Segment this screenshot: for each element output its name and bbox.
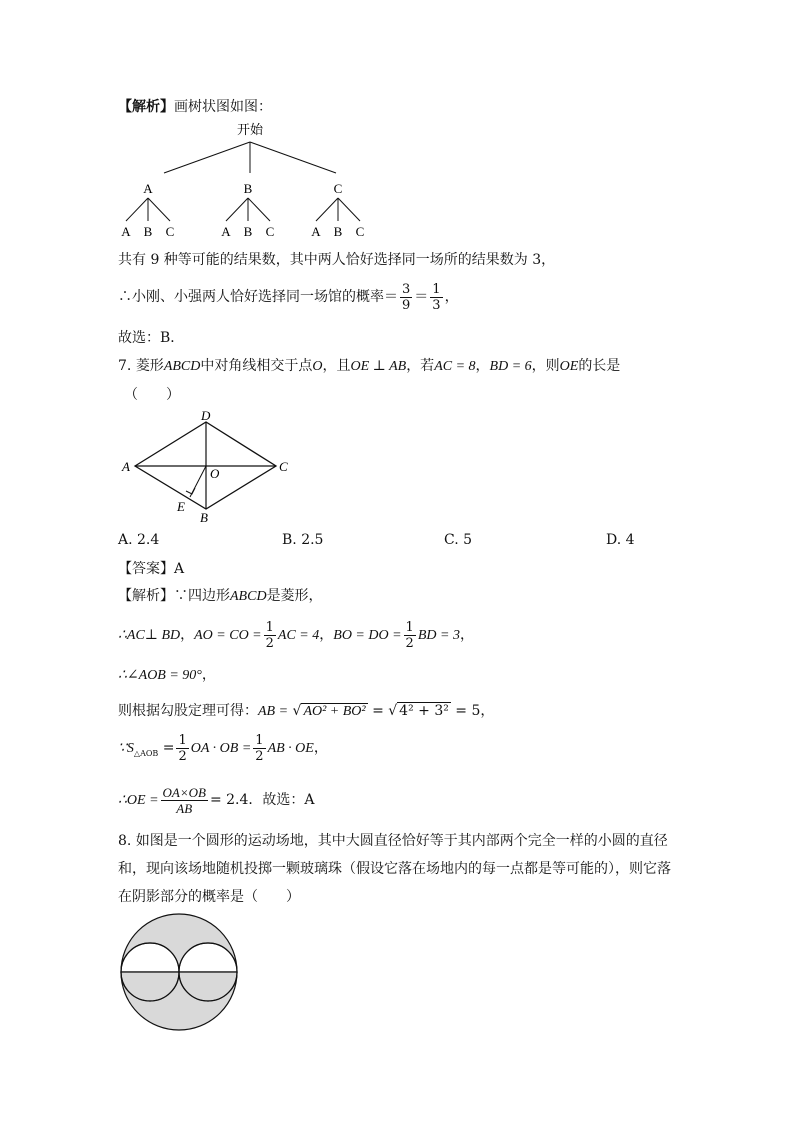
tree-diagram	[110, 118, 390, 244]
question-number: 7.	[118, 358, 132, 374]
tree-leaf: A	[311, 224, 321, 239]
solution-7-line2: ∴AC⊥ BD，AO = CO = $\frac{1}{2}$ AC = 4，BO = DO = $\frac{1}{2}$ BD = 3，	[118, 619, 474, 651]
tree-leaf: A	[121, 224, 131, 239]
solution-6-choice: 故选：B．	[118, 330, 185, 346]
label-a: A	[122, 459, 130, 474]
option-d: D. 4	[606, 532, 635, 548]
tree-level1-c: C	[333, 181, 343, 196]
question-8-line2: 和，现向该场地随机投掷一颗玻璃珠（假设它落在场地内的每一点都是等可能的），则它落	[118, 861, 671, 877]
question-8-line3: 在阴影部分的概率是（ ）	[118, 889, 300, 905]
tree-level1-b: B	[243, 181, 253, 196]
circle-field-figure	[117, 910, 241, 1034]
analysis-label: 【解析】	[118, 99, 174, 115]
solution-6-line2: ∴小刚、小强两人恰好选择同一场馆的概率＝ $\frac{3}{9}$ ＝ $\frac{1}{3}$ ，	[118, 281, 459, 313]
solution-7-line6: ∴OE = $\frac{OA\times OB}{AB}$ = 2.4．故选：A	[118, 784, 315, 816]
question-7-stem: 7. 菱形ABCD中对角线相交于点O，且OE ⊥ AB，若AC = 8，BD = 6，则OE的长是	[118, 358, 621, 374]
fraction-half: $\frac{1}{2}$	[255, 732, 264, 764]
label-d: D	[201, 408, 211, 423]
fraction-half: $\frac{1}{2}$	[265, 619, 274, 651]
solution-7-line3: ∴∠AOB = 90°，	[118, 667, 216, 683]
solution-7-line4: 则根据勾股定理可得：AB = √ AO² + BO² = √ 4² + 3² = 5，	[118, 703, 495, 719]
solution-7-line1: 【解析】∵四边形ABCD是菱形，	[118, 588, 323, 604]
tree-leaf: C	[165, 224, 175, 239]
fraction-1-3: $\frac{1}{3}$	[432, 281, 441, 313]
fraction-half: $\frac{1}{2}$	[405, 619, 414, 651]
label-c: C	[279, 459, 288, 474]
label-o: O	[210, 466, 220, 481]
label-b: B	[200, 510, 208, 525]
analysis-intro-text: 画树状图如图：	[174, 99, 272, 115]
rhombus-figure	[115, 405, 295, 525]
answer-7: 【答案】A	[118, 561, 185, 577]
tree-root: 开始	[236, 122, 264, 137]
tree-leaf: B	[333, 224, 343, 239]
fraction-oe: $\frac{OA\times OB}{AB}$	[162, 784, 206, 816]
label-e: E	[177, 499, 185, 514]
probability-text: ∴小刚、小强两人恰好选择同一场馆的概率＝	[118, 289, 398, 305]
tree-leaf: C	[265, 224, 275, 239]
fraction-half: $\frac{1}{2}$	[178, 732, 187, 764]
tree-leaf: B	[243, 224, 253, 239]
fraction-3-9: $\frac{3}{9}$	[402, 281, 411, 313]
tree-leaf: B	[143, 224, 153, 239]
question-7-paren: （ ）	[124, 387, 180, 403]
option-c: C. 5	[444, 532, 473, 548]
question-8-line1: 8. 如图是一个圆形的运动场地，其中大圆直径恰好等于其内部两个完全一样的小圆的直径	[118, 833, 668, 849]
solution-6-line1: 共有 9 种等可能的结果数，其中两人恰好选择同一场所的结果数为 3，	[118, 252, 556, 268]
solution-6-intro	[118, 96, 272, 116]
tree-leaf: A	[221, 224, 231, 239]
option-b: B. 2.5	[282, 532, 324, 548]
tree-leaf: C	[355, 224, 365, 239]
solution-7-line5: $\because S_{\triangle AOB}$ = $\frac{1}{2}$ OA · OB = $\frac{1}{2}$ AB · OE，	[118, 732, 328, 764]
option-a: A. 2.4	[118, 532, 160, 548]
tree-level1-a: A	[143, 181, 153, 196]
